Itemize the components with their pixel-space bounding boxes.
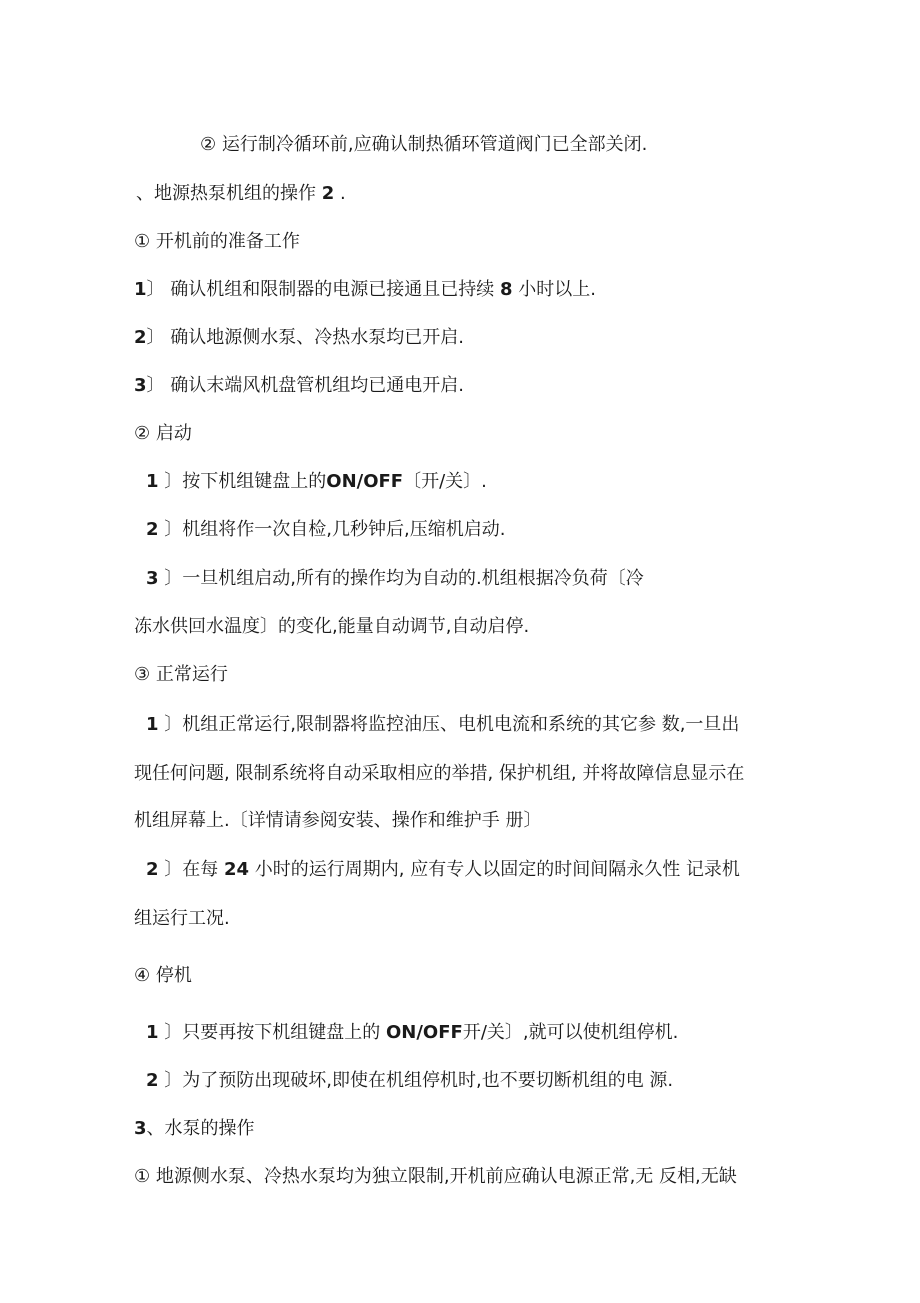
list-item bbox=[134, 373, 464, 399]
line-text: ① 地源侧水泵、冷热水泵均为独立限制,开机前应确认电源正常,无 反相,无缺 bbox=[134, 1166, 737, 1187]
item-number: 2 bbox=[134, 327, 147, 348]
list-item bbox=[146, 517, 505, 543]
line-text: 〕 确认末端风机盘管机组均已通电开启. bbox=[146, 375, 464, 396]
subsection-heading bbox=[134, 963, 192, 989]
line-text: 小时以上. bbox=[512, 279, 596, 300]
list-item bbox=[146, 1068, 673, 1094]
line-text: 、地源热泵机组的操作 bbox=[136, 183, 322, 204]
line-text: 〕在每 bbox=[158, 859, 224, 880]
line-text: ③ 正常运行 bbox=[134, 664, 228, 685]
subsection-heading bbox=[134, 421, 192, 447]
line-text: ② 运行制冷循环前,应确认制热循环管道阀门已全部关闭. bbox=[200, 134, 648, 155]
line-text-bold: ON/OFF bbox=[385, 1022, 463, 1043]
list-item bbox=[146, 712, 739, 738]
list-item bbox=[134, 277, 596, 303]
line-text: 机组屏幕上.〔详情请参阅安装、操作和维护手 册〕 bbox=[134, 810, 542, 831]
item-number: 3 bbox=[134, 1118, 147, 1139]
line-text-bold: ON/OFF bbox=[326, 471, 404, 492]
item-number: 2 bbox=[146, 1070, 159, 1091]
line-text: 〕机组正常运行,限制器将监控油压、电机电流和系统的其它参 数,一旦出 bbox=[158, 714, 740, 735]
line-text: 现任何问题, 限制系统将自动采取相应的举措, 保护机组, 并将故障信息显示在 bbox=[134, 763, 745, 784]
text-line bbox=[134, 906, 230, 932]
item-number: 1 bbox=[134, 279, 147, 300]
text-line bbox=[134, 614, 529, 640]
item-number: 3 bbox=[146, 568, 159, 589]
line-text: 〕 确认机组和限制器的电源已接通且已持续 bbox=[146, 279, 500, 300]
line-text: 〔开/关〕. bbox=[403, 471, 487, 492]
item-number: 1 bbox=[146, 1022, 159, 1043]
line-text: 〕按下机组键盘上的 bbox=[158, 471, 327, 492]
list-item bbox=[146, 566, 644, 592]
subsection-heading bbox=[134, 229, 300, 255]
item-number: 2 bbox=[146, 519, 159, 540]
list-item bbox=[146, 857, 740, 883]
line-text-bold: 24 bbox=[223, 859, 250, 880]
line-text: 〕只要再按下机组键盘上的 bbox=[158, 1022, 386, 1043]
item-number: 2 bbox=[146, 859, 159, 880]
line-text-bold: 2 bbox=[321, 183, 335, 204]
line-text: 、水泵的操作 bbox=[146, 1118, 255, 1139]
line-text: 小时的运行周期内, 应有专人以固定的时间间隔永久性 记录机 bbox=[249, 859, 740, 880]
item-number: 3 bbox=[134, 375, 147, 396]
line-text: 〕为了预防出现破坏,即使在机组停机时,也不要切断机组的电 源. bbox=[158, 1070, 674, 1091]
line-text: 组运行工况. bbox=[134, 908, 230, 929]
text-line bbox=[134, 1164, 737, 1190]
item-number: 1 bbox=[146, 714, 159, 735]
list-item bbox=[146, 469, 487, 495]
line-text: 〕机组将作一次自检,几秒钟后,压缩机启动. bbox=[158, 519, 506, 540]
line-text: 〕一旦机组启动,所有的操作均为自动的.机组根据冷负荷〔冷 bbox=[158, 568, 644, 589]
list-item bbox=[146, 1020, 678, 1046]
text-line bbox=[200, 132, 647, 158]
text-line bbox=[134, 761, 744, 787]
section-heading bbox=[136, 181, 346, 207]
line-text: 〕 确认地源侧水泵、冷热水泵均已开启. bbox=[146, 327, 464, 348]
line-text-bold: 8 bbox=[499, 279, 513, 300]
line-text: . bbox=[334, 183, 346, 204]
line-text: ④ 停机 bbox=[134, 965, 192, 986]
subsection-heading bbox=[134, 662, 228, 688]
line-text: 开/关〕,就可以使机组停机. bbox=[462, 1022, 679, 1043]
line-text: ① 开机前的准备工作 bbox=[134, 231, 300, 252]
line-text: ② 启动 bbox=[134, 423, 192, 444]
text-line bbox=[134, 808, 541, 834]
item-number: 1 bbox=[146, 471, 159, 492]
line-text: 冻水供回水温度〕的变化,能量自动调节,自动启停. bbox=[134, 616, 530, 637]
list-item bbox=[134, 325, 464, 351]
section-heading bbox=[134, 1116, 255, 1142]
